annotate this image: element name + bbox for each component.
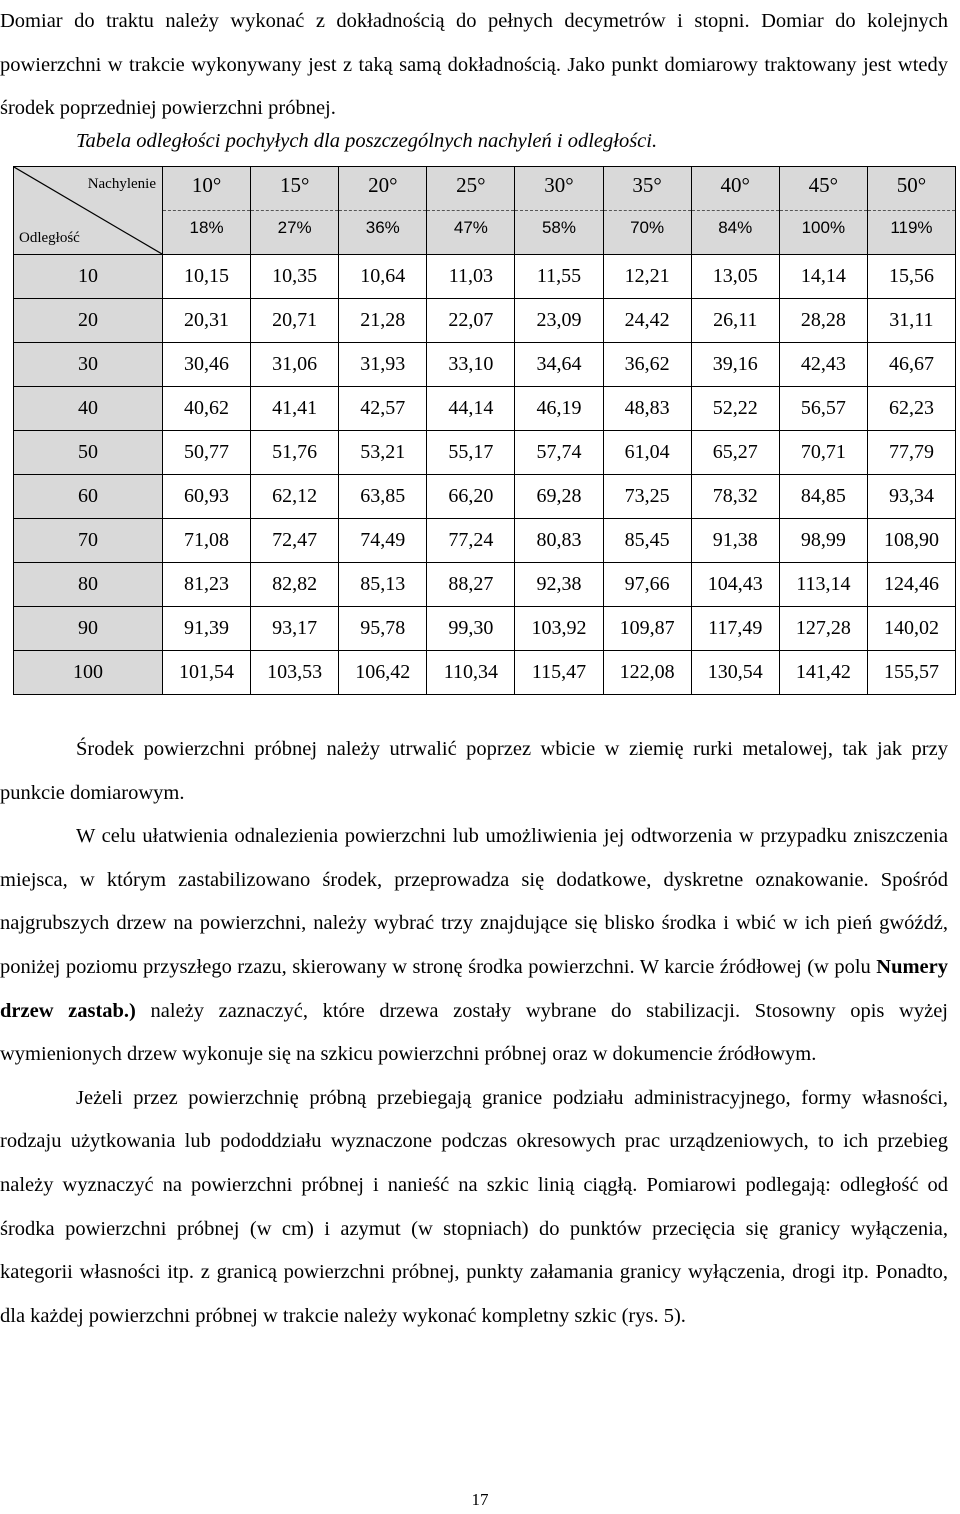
dashed-divider <box>515 210 602 211</box>
slope-header-cell <box>691 167 779 255</box>
distance-cell: 30 <box>14 343 163 387</box>
slope-degrees: 15° <box>279 173 310 197</box>
table-row <box>14 299 956 343</box>
table-row <box>14 255 956 299</box>
slope-distance-cell: 85,45 <box>603 519 691 563</box>
slope-distance-cell: 36,62 <box>603 343 691 387</box>
distance-cell: 90 <box>14 607 163 651</box>
slope-percent: 119% <box>890 218 933 237</box>
slope-distance-cell: 12,21 <box>603 255 691 299</box>
corner-label-slope: Nachylenie <box>87 176 156 192</box>
slope-degrees: 40° <box>720 173 750 197</box>
slope-distance-cell: 44,14 <box>427 387 515 431</box>
slope-distance-cell: 117,49 <box>691 607 779 651</box>
slope-degrees: 20° <box>368 173 398 197</box>
slope-percent: 47% <box>453 218 488 237</box>
slope-distance-cell: 98,99 <box>779 519 867 563</box>
paragraph-marking <box>0 815 948 1077</box>
slope-distance-cell: 82,82 <box>251 563 339 607</box>
slope-distance-cell: 66,20 <box>427 475 515 519</box>
slope-distance-cell: 110,34 <box>427 651 515 695</box>
slope-distance-cell: 51,76 <box>251 431 339 475</box>
slope-distance-cell: 48,83 <box>603 387 691 431</box>
slope-distance-cell: 21,28 <box>339 299 427 343</box>
slope-distance-cell: 74,49 <box>339 519 427 563</box>
paragraph-boundaries: Jeżeli przez powierzchnię próbną przebiegają granice podziału administracyjnego, formy własności, rodzaju użytkowania lub pododdziału wyznaczone podczas okresowych prac urządzeniowych, to ich przebieg należy wyznaczyć na powierzchni próbnej i nanieść na szkic linią ciągłą. Pomiarowi podlegają: odległość od środka powierzchni próbnej (w cm) i azymut (w stopniach) do punktów przecięcia się granicy wyłączenia, kategorii własności itp. z granicą powierzchni próbnej, punkty załamania granicy wyłączenia, drogi itp. Ponadto, dla każdej powierzchni próbnej w trakcie należy wykonać kompletny szkic (rys. 5). <box>0 1086 948 1327</box>
slope-distance-cell: 130,54 <box>691 651 779 695</box>
slope-distance-cell: 101,54 <box>163 651 251 695</box>
slope-degrees: 50° <box>896 173 927 197</box>
slope-distance-cell: 62,12 <box>251 475 339 519</box>
distance-cell: 70 <box>14 519 163 563</box>
slope-distance-cell: 65,27 <box>691 431 779 475</box>
slope-degrees: 45° <box>808 173 839 197</box>
slope-distance-cell: 140,02 <box>867 607 955 651</box>
slope-distance-cell: 155,57 <box>867 651 955 695</box>
slope-distance-cell: 85,13 <box>339 563 427 607</box>
slope-distance-cell: 34,64 <box>515 343 603 387</box>
slope-distance-cell: 20,71 <box>251 299 339 343</box>
distance-cell: 50 <box>14 431 163 475</box>
dashed-divider <box>163 210 250 211</box>
slope-distance-cell: 20,31 <box>163 299 251 343</box>
slope-distance-cell: 31,06 <box>251 343 339 387</box>
intro-paragraph: Domiar do traktu należy wykonać z dokładnością do pełnych decymetrów i stopni. Domiar do kolejnych powierzchni w trakcie wykonywany jest z taką samą dokładnością. Jako punkt domiarowy traktowany jest wtedy środek poprzedniej powierzchni próbnej. <box>0 10 948 120</box>
slope-distance-cell: 46,19 <box>515 387 603 431</box>
slope-distance-cell: 69,28 <box>515 475 603 519</box>
slope-distance-cell: 24,42 <box>603 299 691 343</box>
table-row <box>14 431 956 475</box>
slope-distance-cell: 81,23 <box>163 563 251 607</box>
slope-distance-cell: 78,32 <box>691 475 779 519</box>
slope-distance-cell: 52,22 <box>691 387 779 431</box>
body-text <box>0 728 948 1338</box>
slope-distance-cell: 104,43 <box>691 563 779 607</box>
slope-distance-cell: 108,90 <box>867 519 955 563</box>
slope-distance-cell: 31,11 <box>867 299 955 343</box>
dashed-divider <box>251 210 338 211</box>
table-row <box>14 475 956 519</box>
page-number: 17 <box>471 1490 489 1509</box>
slope-distance-cell: 115,47 <box>515 651 603 695</box>
slope-distance-cell: 26,11 <box>691 299 779 343</box>
slope-percent: 100% <box>801 218 846 237</box>
slope-distance-cell: 13,05 <box>691 255 779 299</box>
dashed-divider <box>692 210 779 211</box>
slope-header-cell <box>867 167 955 255</box>
slope-distance-cell: 88,27 <box>427 563 515 607</box>
slope-distance-cell: 99,30 <box>427 607 515 651</box>
slope-header-cell <box>779 167 867 255</box>
slope-distance-cell: 127,28 <box>779 607 867 651</box>
slope-percent: 70% <box>630 218 665 237</box>
slope-distance-cell: 62,23 <box>867 387 955 431</box>
slope-distance-cell: 141,42 <box>779 651 867 695</box>
slope-percent: 18% <box>189 218 224 237</box>
slope-distance-cell: 23,09 <box>515 299 603 343</box>
distance-cell: 60 <box>14 475 163 519</box>
slope-distance-cell: 30,46 <box>163 343 251 387</box>
slope-distance-cell: 11,03 <box>427 255 515 299</box>
table-caption: Tabela odległości pochyłych dla poszczególnych nachyleń i odległości. <box>76 130 658 152</box>
table-row <box>14 519 956 563</box>
dashed-divider <box>339 210 426 211</box>
slope-distance-cell: 57,74 <box>515 431 603 475</box>
paragraph-marking-text-2: należy zaznaczyć, które drzewa zostały wybrane do stabilizacji. Stosowny opis wyżej wymienionych drzew wykonuje się na szkicu powierzchni próbnej oraz w dokumencie źródłowym. <box>0 999 948 1066</box>
slope-distance-cell: 46,67 <box>867 343 955 387</box>
dashed-divider <box>427 210 514 211</box>
slope-distance-cell: 40,62 <box>163 387 251 431</box>
dashed-divider <box>780 210 867 211</box>
slope-distance-cell: 31,93 <box>339 343 427 387</box>
slope-degrees: 30° <box>544 173 574 197</box>
dashed-divider <box>604 210 691 211</box>
slope-percent: 58% <box>541 218 576 237</box>
distance-cell: 40 <box>14 387 163 431</box>
slope-header-cell <box>427 167 515 255</box>
slope-distance-cell: 93,34 <box>867 475 955 519</box>
slope-degrees: 35° <box>632 173 662 197</box>
slope-distance-cell: 80,83 <box>515 519 603 563</box>
slope-distance-cell: 73,25 <box>603 475 691 519</box>
slope-distance-cell: 60,93 <box>163 475 251 519</box>
slope-distance-cell: 77,24 <box>427 519 515 563</box>
slope-distance-cell: 91,38 <box>691 519 779 563</box>
slope-distance-cell: 15,56 <box>867 255 955 299</box>
dashed-divider <box>868 210 955 211</box>
slope-distance-cell: 10,64 <box>339 255 427 299</box>
slope-distance-cell: 113,14 <box>779 563 867 607</box>
slope-percent: 27% <box>277 218 312 237</box>
slope-distance-cell: 28,28 <box>779 299 867 343</box>
slope-percent: 36% <box>365 218 400 237</box>
slope-distance-cell: 53,21 <box>339 431 427 475</box>
slope-distance-cell: 63,85 <box>339 475 427 519</box>
paragraph-marking-text-1: W celu ułatwienia odnalezienia powierzchni lub umożliwienia jej odtworzenia w przypadku zniszczenia miejsca, w którym zastabilizowano środek, przeprowadza się dodatkowe, dyskretne oznakowanie. Spośród najgrubszych drzew na powierzchni, należy wybrać trzy znajdujące się blisko środka i wbić w ich pień gwóźdź, poniżej poziomu przyszłego rzazu, skierowany w stronę środka powierzchni. W karcie źródłowej (w polu <box>0 825 948 978</box>
slope-header-cell <box>603 167 691 255</box>
paragraph-stabilization: Środek powierzchni próbnej należy utrwalić poprzez wbicie w ziemię rurki metalowej, tak jak przy punkcie domiarowym. <box>0 738 948 804</box>
slope-distance-table <box>13 166 956 695</box>
slope-distance-cell: 39,16 <box>691 343 779 387</box>
slope-distance-cell: 42,43 <box>779 343 867 387</box>
corner-cell <box>14 167 163 255</box>
slope-distance-cell: 122,08 <box>603 651 691 695</box>
slope-distance-cell: 55,17 <box>427 431 515 475</box>
slope-header-cell <box>163 167 251 255</box>
slope-distance-cell: 124,46 <box>867 563 955 607</box>
table-row <box>14 607 956 651</box>
distance-cell: 80 <box>14 563 163 607</box>
slope-header-cell <box>339 167 427 255</box>
slope-distance-cell: 91,39 <box>163 607 251 651</box>
table-row <box>14 651 956 695</box>
slope-distance-cell: 22,07 <box>427 299 515 343</box>
slope-distance-cell: 41,41 <box>251 387 339 431</box>
slope-degrees: 25° <box>456 173 486 197</box>
slope-distance-cell: 61,04 <box>603 431 691 475</box>
slope-distance-cell: 95,78 <box>339 607 427 651</box>
slope-distance-cell: 10,15 <box>163 255 251 299</box>
field-name-bold: Numery drzew zastab.) <box>0 955 948 1022</box>
slope-distance-cell: 103,53 <box>251 651 339 695</box>
slope-header-cell <box>515 167 603 255</box>
slope-percent: 84% <box>718 218 753 237</box>
table-row <box>14 563 956 607</box>
slope-distance-cell: 42,57 <box>339 387 427 431</box>
slope-distance-cell: 70,71 <box>779 431 867 475</box>
slope-distance-cell: 106,42 <box>339 651 427 695</box>
slope-distance-cell: 14,14 <box>779 255 867 299</box>
distance-cell: 10 <box>14 255 163 299</box>
slope-distance-cell: 97,66 <box>603 563 691 607</box>
distance-cell: 100 <box>14 651 163 695</box>
slope-distance-cell: 77,79 <box>867 431 955 475</box>
slope-degrees: 10° <box>191 173 222 197</box>
distance-cell: 20 <box>14 299 163 343</box>
slope-header-cell <box>251 167 339 255</box>
table-row <box>14 343 956 387</box>
slope-distance-cell: 103,92 <box>515 607 603 651</box>
header-row <box>14 167 956 255</box>
slope-distance-cell: 109,87 <box>603 607 691 651</box>
slope-distance-cell: 84,85 <box>779 475 867 519</box>
table-row <box>14 387 956 431</box>
slope-distance-cell: 71,08 <box>163 519 251 563</box>
slope-distance-cell: 33,10 <box>427 343 515 387</box>
slope-distance-cell: 72,47 <box>251 519 339 563</box>
slope-distance-cell: 92,38 <box>515 563 603 607</box>
slope-distance-cell: 56,57 <box>779 387 867 431</box>
slope-distance-cell: 11,55 <box>515 255 603 299</box>
slope-distance-cell: 50,77 <box>163 431 251 475</box>
corner-label-distance: Odległość <box>19 230 80 246</box>
slope-distance-cell: 93,17 <box>251 607 339 651</box>
slope-distance-cell: 10,35 <box>251 255 339 299</box>
